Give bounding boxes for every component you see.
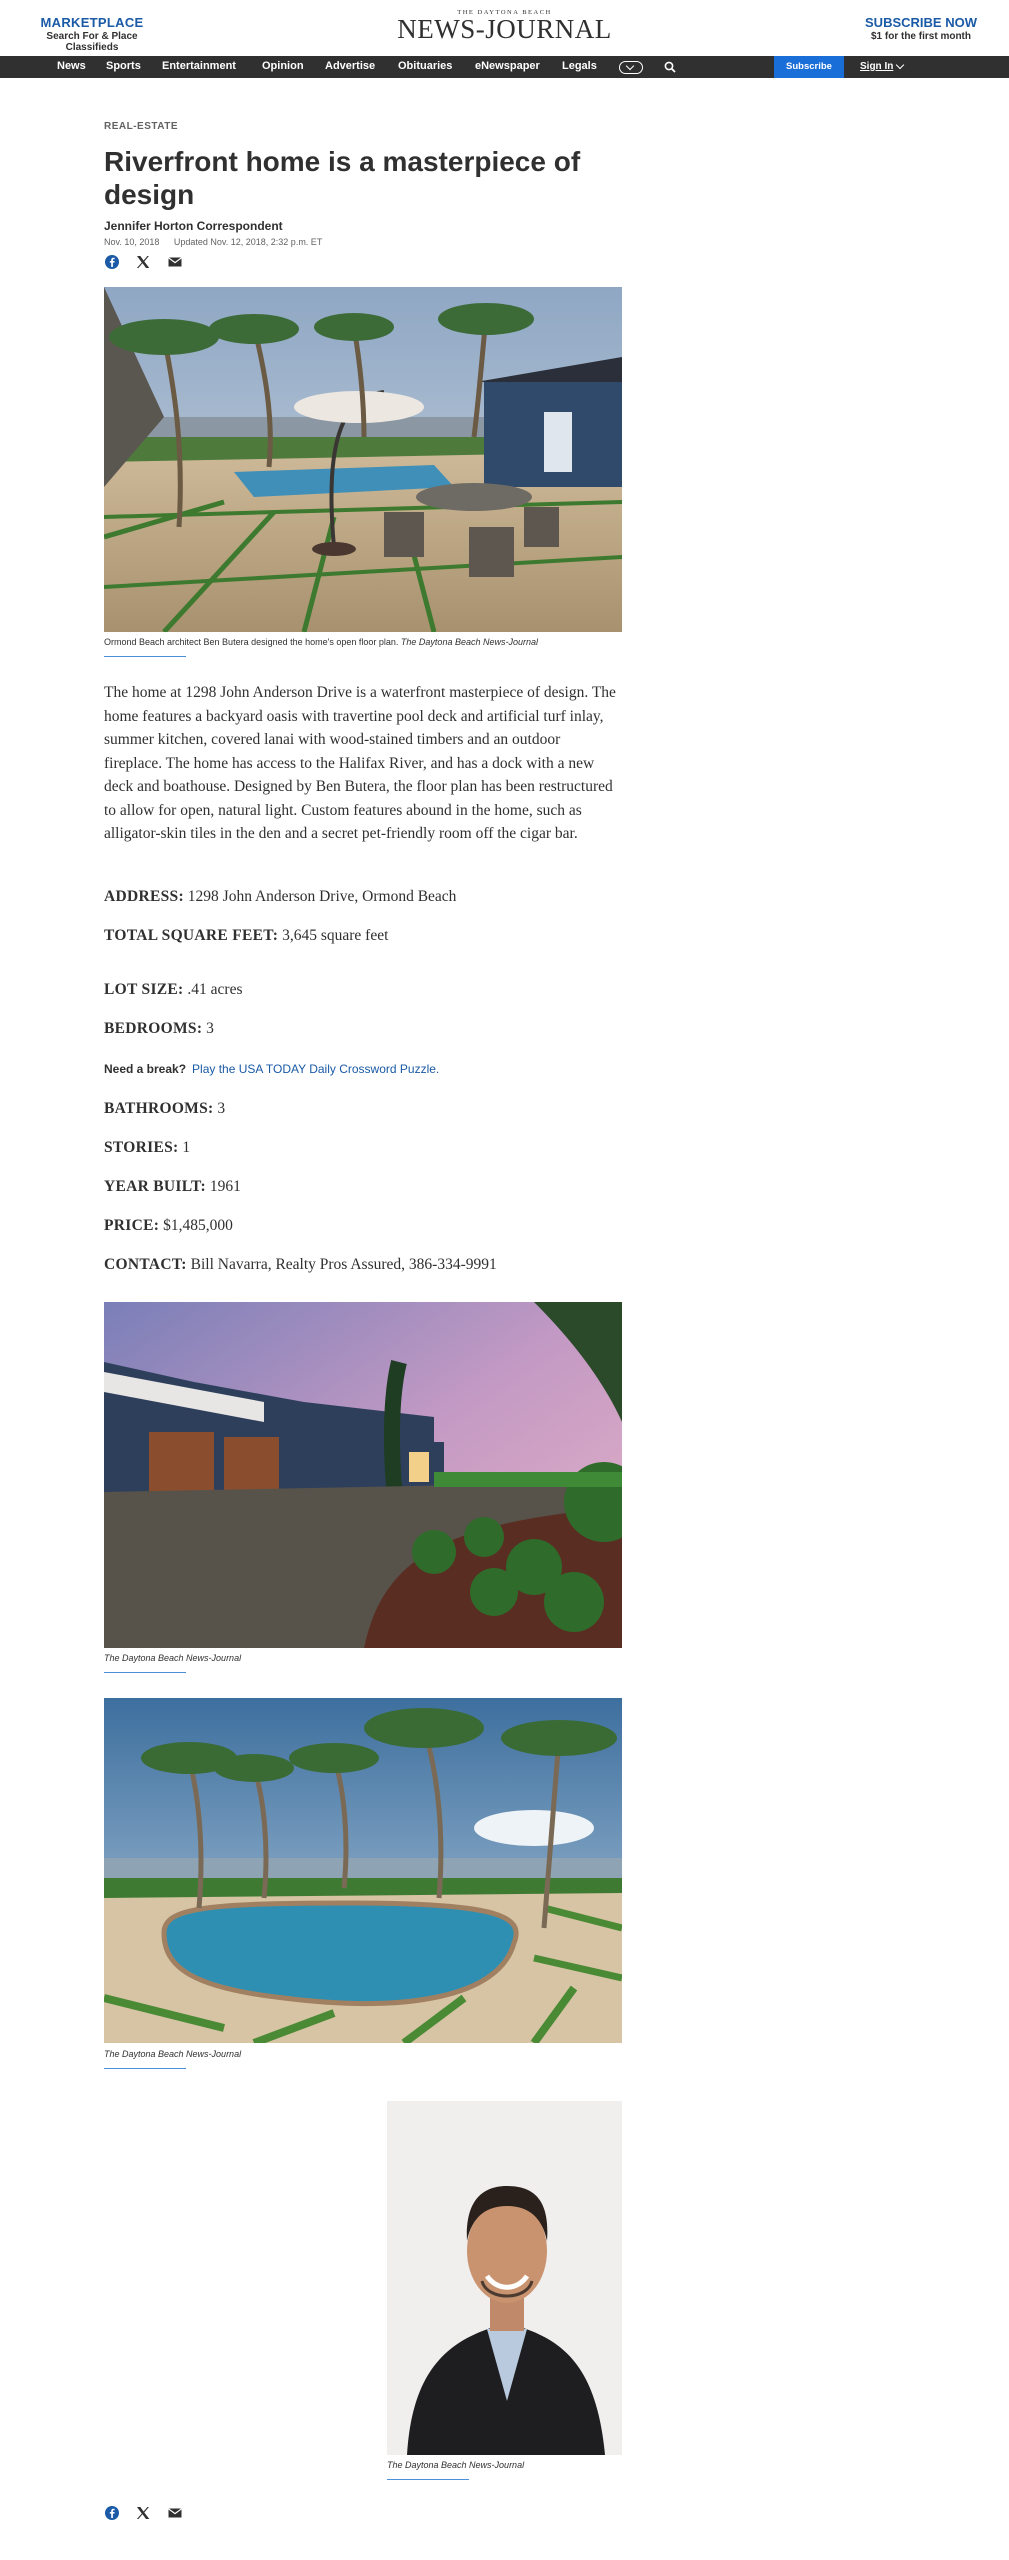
search-icon[interactable]	[664, 61, 676, 73]
nav-item-sports[interactable]: Sports	[106, 60, 141, 72]
fact-lot-size	[104, 981, 243, 999]
fact-label: BATHROOMS:	[104, 1100, 214, 1117]
crossword-promo	[104, 1062, 439, 1076]
photo-credit: The Daytona Beach News-Journal	[387, 2460, 525, 2470]
fact-address	[104, 888, 456, 906]
fact-value: 1961	[209, 1178, 241, 1195]
logo-small-text: THE DAYTONA BEACH	[457, 9, 552, 16]
email-icon[interactable]	[167, 2505, 183, 2521]
marketplace-subtitle: Search For & Place Classifieds	[46, 31, 138, 53]
fact-label: BEDROOMS:	[104, 1020, 203, 1037]
fact-value: $1,485,000	[163, 1217, 233, 1234]
nav-item-news[interactable]: News	[57, 60, 86, 72]
facebook-icon[interactable]	[104, 2505, 120, 2521]
fact-label: STORIES:	[104, 1139, 179, 1156]
fact-value: 3	[206, 1020, 214, 1037]
share-bar-top	[104, 254, 194, 270]
fact-label: PRICE:	[104, 1217, 160, 1234]
article-byline: Jennifer Horton Correspondent	[104, 219, 283, 233]
article-headline: Riverfront home is a masterpiece of design	[104, 146, 581, 210]
updated-date: Updated Nov. 12, 2018, 2:32 p.m. ET	[173, 237, 323, 247]
crossword-link[interactable]: Play the USA TODAY Daily Crossword Puzzle.	[192, 1062, 440, 1076]
nav-subscribe-button[interactable]: Subscribe	[774, 56, 844, 78]
photo-caption-1	[104, 637, 538, 647]
nav-more-chevron-icon[interactable]	[619, 61, 643, 74]
sign-in-link[interactable]: Sign In	[860, 61, 894, 72]
published-date: Nov. 10, 2018	[104, 237, 160, 247]
fact-value: 3	[217, 1100, 226, 1117]
photo-caption-4	[387, 2460, 524, 2470]
caption-divider	[387, 2479, 469, 2480]
fact-value: .41 acres	[187, 981, 243, 998]
facebook-icon[interactable]	[104, 254, 120, 270]
backyard-pool-image	[104, 287, 622, 632]
fact-bedrooms	[104, 1020, 214, 1038]
fact-square-feet	[104, 927, 388, 945]
photo-credit: The Daytona Beach News-Journal	[104, 2049, 242, 2059]
article-photo-pool[interactable]	[104, 1698, 622, 2043]
share-bar-bottom	[104, 2505, 194, 2521]
subscribe-now-subtitle: $1 for the first month	[870, 31, 971, 42]
fact-contact	[104, 1256, 497, 1274]
nav-item-legals[interactable]: Legals	[562, 60, 597, 72]
article-dateline	[104, 237, 334, 247]
nav-item-advertise[interactable]: Advertise	[325, 60, 376, 72]
nav-item-entertainment[interactable]: Entertainment	[162, 60, 236, 72]
promo-lead: Need a break?	[104, 1062, 187, 1076]
marketplace-title: MARKETPLACE	[40, 15, 144, 30]
fact-year-built	[104, 1178, 241, 1196]
photo-caption-2	[104, 1653, 241, 1663]
fact-value: 1298 John Anderson Drive, Ormond Beach	[187, 888, 457, 905]
nav-item-opinion[interactable]: Opinion	[262, 60, 304, 72]
fact-value: 3,645 square feet	[282, 927, 389, 944]
chevron-down-icon[interactable]	[896, 61, 904, 69]
caption-divider	[104, 2068, 186, 2069]
photo-credit: The Daytona Beach News-Journal	[400, 637, 538, 647]
main-nav	[0, 56, 1009, 78]
article-paragraph: The home at 1298 John Anderson Drive is a waterfront masterpiece of design. The home features a backyard oasis with travertine pool deck and artificial turf inlay, summer kitchen, covered lanai with wood-stained timbers and an outdoor fireplace. The home has access to the Halifax River, and has a dock with a new deck and boathouse. Designed by Ben Butera, the floor plan has been restructured to allow for open, natural light. Custom features abound in the home, such as alligator-skin tiles in the den and a secret pet-friendly room off the cigar bar.	[104, 684, 616, 842]
fact-label: TOTAL SQUARE FEET:	[104, 927, 279, 944]
photo-caption-3	[104, 2049, 241, 2059]
email-icon[interactable]	[167, 254, 183, 270]
nav-item-obituaries[interactable]: Obituaries	[398, 60, 453, 72]
article-photo-backyard[interactable]	[104, 287, 622, 632]
x-icon[interactable]	[135, 2505, 151, 2521]
fact-stories	[104, 1139, 190, 1157]
article-photo-agent[interactable]	[387, 2101, 622, 2455]
site-header	[0, 0, 1009, 56]
caption-text: Ormond Beach architect Ben Butera designed the home's open floor plan.	[104, 637, 399, 647]
article-photo-exterior[interactable]	[104, 1302, 622, 1648]
article-kicker[interactable]: REAL-ESTATE	[104, 121, 179, 132]
logo-wordmark: NEWS-JOURNAL	[397, 14, 612, 44]
site-logo[interactable]	[0, 9, 1009, 42]
caption-divider	[104, 1672, 186, 1673]
fact-value: Bill Navarra, Realty Pros Assured, 386-334-9991	[190, 1256, 497, 1273]
fact-bathrooms	[104, 1100, 225, 1118]
fact-label: YEAR BUILT:	[104, 1178, 206, 1195]
subscribe-now-link[interactable]	[861, 15, 981, 42]
fact-value: 1	[182, 1139, 191, 1156]
fact-label: CONTACT:	[104, 1256, 187, 1273]
fact-label: ADDRESS:	[104, 888, 184, 905]
photo-credit: The Daytona Beach News-Journal	[104, 1653, 242, 1663]
fact-label: LOT SIZE:	[104, 981, 184, 998]
agent-portrait-image	[387, 2101, 622, 2455]
fact-price	[104, 1217, 233, 1235]
house-exterior-image	[104, 1302, 622, 1648]
nav-item-enewspaper[interactable]: eNewspaper	[475, 60, 540, 72]
subscribe-now-title: SUBSCRIBE NOW	[865, 15, 977, 30]
x-icon[interactable]	[135, 254, 151, 270]
pool-image	[104, 1698, 622, 2043]
caption-divider	[104, 656, 186, 657]
